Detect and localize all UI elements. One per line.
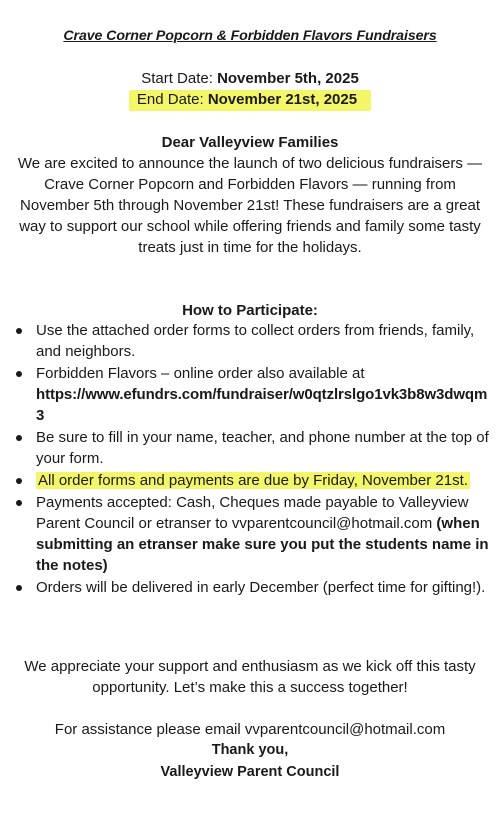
bullet-icon: [16, 328, 22, 334]
end-date-value: November 21st, 2025: [207, 91, 358, 108]
bullet-icon: [16, 478, 22, 484]
list-item: [14, 470, 492, 491]
appreciation-paragraph: We appreciate your support and enthusiasm as we kick off this tasty opportunity. Let’s make this a success together!: [24, 658, 476, 696]
bullet-icon: [16, 371, 22, 377]
list-item-text: Forbidden Flavors – online order also available at: [36, 365, 365, 382]
list-item-text: Payments accepted: Cash, Cheques made payable to Valleyview Parent Council or etranser to vvparentcouncil@hotmail.com: [36, 494, 469, 532]
end-date-line: [0, 91, 500, 108]
due-date-highlight: All order forms and payments are due by Friday, November 21st.: [38, 472, 468, 489]
page-title: Crave Corner Popcorn & Forbidden Flavors Fundraisers: [63, 28, 437, 44]
start-date-value: November 5th, 2025: [217, 70, 359, 87]
bullet-icon: [16, 435, 22, 441]
assistance-line: For assistance please email vvparentcouncil@hotmail.com: [54, 721, 446, 738]
how-to-participate-heading: How to Participate:: [182, 302, 318, 319]
greeting: Dear Valleyview Families: [161, 134, 339, 151]
list-item-text: Use the attached order forms to collect orders from friends, family, and neighbors.: [36, 322, 475, 360]
list-item: [14, 427, 492, 469]
end-date-label: End Date:: [136, 91, 204, 108]
end-date-highlight: [129, 90, 371, 111]
bullet-icon: [16, 500, 22, 506]
list-item: [14, 577, 492, 598]
list-item-text: Orders will be delivered in early December (perfect time for gifting!).: [36, 579, 486, 596]
start-date-label: Start Date:: [141, 70, 213, 87]
bullet-icon: [16, 585, 22, 591]
list-item: [14, 363, 492, 426]
list-item: [14, 492, 492, 576]
list-item-text: Be sure to fill in your name, teacher, and phone number at the top of your form.: [36, 429, 489, 467]
intro-paragraph: We are excited to announce the launch of two delicious fundraisers — Crave Corner Popcorn and Forbidden Flavors — running from November 5th through November 21st! These fundraisers are a great way to support our school while offering friends and family some tasty treats just in time for the holidays.: [17, 155, 483, 256]
fundraiser-url-link[interactable]: https://www.efundrs.com/fundraiser/w0qtzlrslgo1vk3b8w3dwqm3: [36, 386, 488, 424]
list-item: [14, 320, 492, 362]
participation-list: [14, 320, 492, 599]
signature: Valleyview Parent Council: [160, 764, 340, 780]
etransfer-note: (when submitting an etranser make sure you put the students name in the notes): [36, 515, 489, 574]
start-date-line: [0, 70, 500, 87]
thank-you-line: Thank you,: [211, 742, 289, 758]
